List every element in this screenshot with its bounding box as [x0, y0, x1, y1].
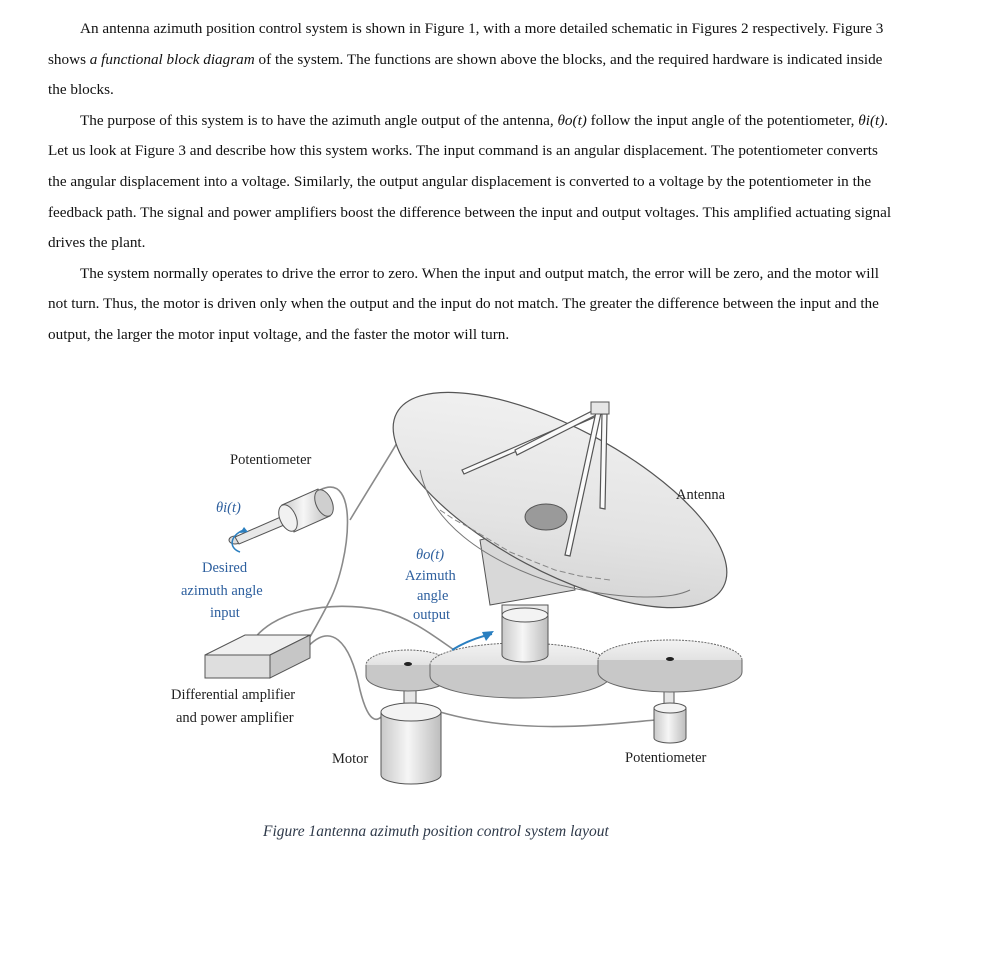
paragraph-3: The system normally operates to drive the error to zero. When the input and output match, the error will be zero, and the motor will not turn. Thus, the motor is driven only when the output and the input do not match. The greater the difference between the input and the output, the larger the motor input voltage, and the faster the motor will turn. — [48, 264, 879, 343]
paragraph-2: The purpose of this system is to have the azimuth angle output of the antenna, θo(t) follow the input angle of the potentiometer, θi(t). Let us look at Figure 3 and describe how this system works. The input command is an angular displacement. The potentiometer converts the angular displacement into a voltage. Similarly, the output angular displacement is converted to a voltage by the potentiometer in the feedback path. The signal and power amplifiers boost the difference between the input and output voltages. This amplified actuating signal drives the plant. — [48, 111, 892, 252]
desired-label-3: input — [210, 605, 240, 621]
antenna-label: Antenna — [676, 487, 726, 503]
diff-amp-label-2: and power amplifier — [176, 710, 294, 726]
azimuth-label-2: angle — [417, 588, 449, 604]
amplifier-box — [205, 635, 310, 678]
potentiometer-bottom-label: Potentiometer — [625, 750, 707, 766]
azimuth-label-3: output — [413, 607, 451, 623]
gears — [366, 631, 742, 698]
azimuth-label-1: Azimuth — [405, 568, 456, 584]
motor-label: Motor — [332, 751, 369, 767]
theta-i-label: θi(t) — [216, 500, 241, 516]
diff-amp-label-1: Differential amplifier — [171, 687, 296, 703]
desired-label-2: azimuth angle — [181, 583, 263, 599]
theta-o-label: θo(t) — [416, 547, 445, 563]
input-potentiometer — [229, 487, 337, 552]
paragraph-1: An antenna azimuth position control system is shown in Figure 1, with a more detailed schematic in Figures 2 respectively. Figure 3 shows a functional block diagram of the system. The functions are shown above the blocks, and the required hardware is indicated inside the blocks. — [48, 20, 884, 99]
desired-label-1: Desired — [202, 560, 248, 576]
potentiometer-top-label: Potentiometer — [230, 452, 312, 468]
figure-caption: Figure 1antenna azimuth position control system layout — [263, 823, 609, 840]
